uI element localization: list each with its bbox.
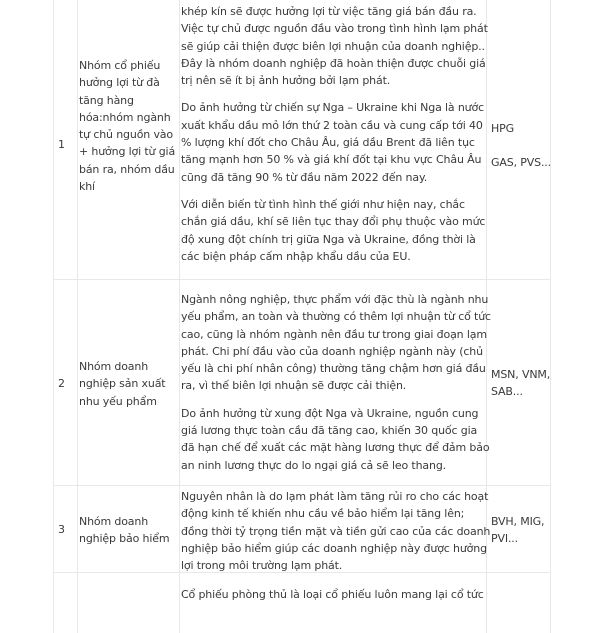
- tickers: [491, 120, 551, 172]
- ticker: HPG: [491, 122, 514, 135]
- table-row: [53, 486, 551, 573]
- column-divider: [77, 573, 78, 633]
- description: [181, 3, 493, 275]
- tickers: [491, 513, 551, 548]
- tickers: [491, 366, 551, 401]
- description: [181, 291, 493, 484]
- paragraph: Do ảnh hưởng từ chiến sự Nga – Ukraine khi Nga là nước xuất khẩu dầu mỏ lớn thứ 2 toàn cầu và cung cấp tới 40 % lượng khí đốt cho Châu Âu, giá dầu Brent đã liên tục tăng mạnh hơn 50 % và giá khí đốt tại khu vực Châu Âu cũng đã tăng 90 % từ đầu năm 2022 đến nay.: [181, 101, 484, 184]
- paragraph: Do ảnh hưởng từ xung đột Nga và Ukraine, nguồn cung giá lương thực toàn cầu đã tăng cao, khiến 30 quốc gia đã hạn chế để xuất các mặt hàng lương thực để đảm bảo an ninh lương thực do lo ngại giá cả sẽ leo thang.: [181, 406, 490, 472]
- paragraph: Với diễn biến từ tình hình thế giới như hiện nay, chắc chắn giá dầu, khí sẽ liên tục thay đổi phụ thuộc vào mức độ xung đột chính trị giữa Nga và Ukraine, đồng thời là các biện pháp cấm nhập khẩu dầu của EU.: [181, 197, 486, 263]
- column-divider: [179, 486, 180, 572]
- ticker: BVH, MIG, PVI...: [491, 515, 545, 546]
- group-name: Nhóm doanh nghiệp sản xuất nhu yếu phẩm: [79, 360, 166, 408]
- column-divider: [77, 279, 78, 485]
- ticker: MSN, VNM, SAB...: [491, 368, 551, 399]
- group-name: Nhóm doanh nghiệp bảo hiểm: [79, 515, 170, 546]
- column-divider: [179, 0, 180, 279]
- table-row: [53, 573, 551, 633]
- table-row: [53, 279, 551, 486]
- paragraph: Cổ phiếu phòng thủ là loại cổ phiếu luôn mang lại cổ tức: [181, 588, 484, 601]
- paragraph: Nguyên nhân là do lạm phát làm tăng rủi ro cho các hoạt động kinh tế khiến nhu cầu về bảo hiểm lại tăng lên; đồng thời tỷ trọng tiền mặt và tiền gửi cao của các doanh nghiệp bảo hiểm giúp các doanh nghiệp này được hưởng lợi trong môi trường lạm phát.: [181, 490, 491, 573]
- description: [181, 488, 493, 584]
- paragraph: Ngành nông nghiệp, thực phẩm với đặc thù là ngành nhu yếu phẩm, an toàn và thường có thêm lợi nhuận từ cổ tức cao, cũng là nhóm ngành nên đầu tư trong giai đoạn lạm phát. Chi phí đầu vào của doanh nghiệp ngành này (chủ yếu là chi phí nhân công) thường tăng chậm hơn giá đầu ra, vì thế biên lợi nhuận sẽ được cải thiện.: [181, 293, 491, 393]
- row-number: 2: [58, 377, 65, 390]
- column-divider: [77, 486, 78, 572]
- group-name: Nhóm cổ phiếu hưởng lợi từ đà tăng hàng hóa:nhóm ngành tự chủ nguồn vào + hưởng lợi từ giá bán ra, nhóm dầu khí: [79, 59, 176, 194]
- row-number: 1: [58, 138, 65, 151]
- table-row: [53, 0, 551, 280]
- column-divider: [179, 279, 180, 485]
- column-divider: [179, 573, 180, 633]
- column-divider: [77, 0, 78, 279]
- paragraph: khép kín sẽ được hưởng lợi từ việc tăng giá bán đầu ra. Việc tự chủ được nguồn đầu vào trong tình hình lạm phát sẽ giúp cải thiện được biên lợi nhuận của doanh nghiệp.. Đây là nhóm doanh nghiệp đã hoàn thiện được chuỗi giá trị nên sẽ ít bị ảnh hưởng bởi lạm phát.: [181, 5, 488, 88]
- row-number: 3: [58, 523, 65, 536]
- ticker: GAS, PVS...: [491, 156, 552, 170]
